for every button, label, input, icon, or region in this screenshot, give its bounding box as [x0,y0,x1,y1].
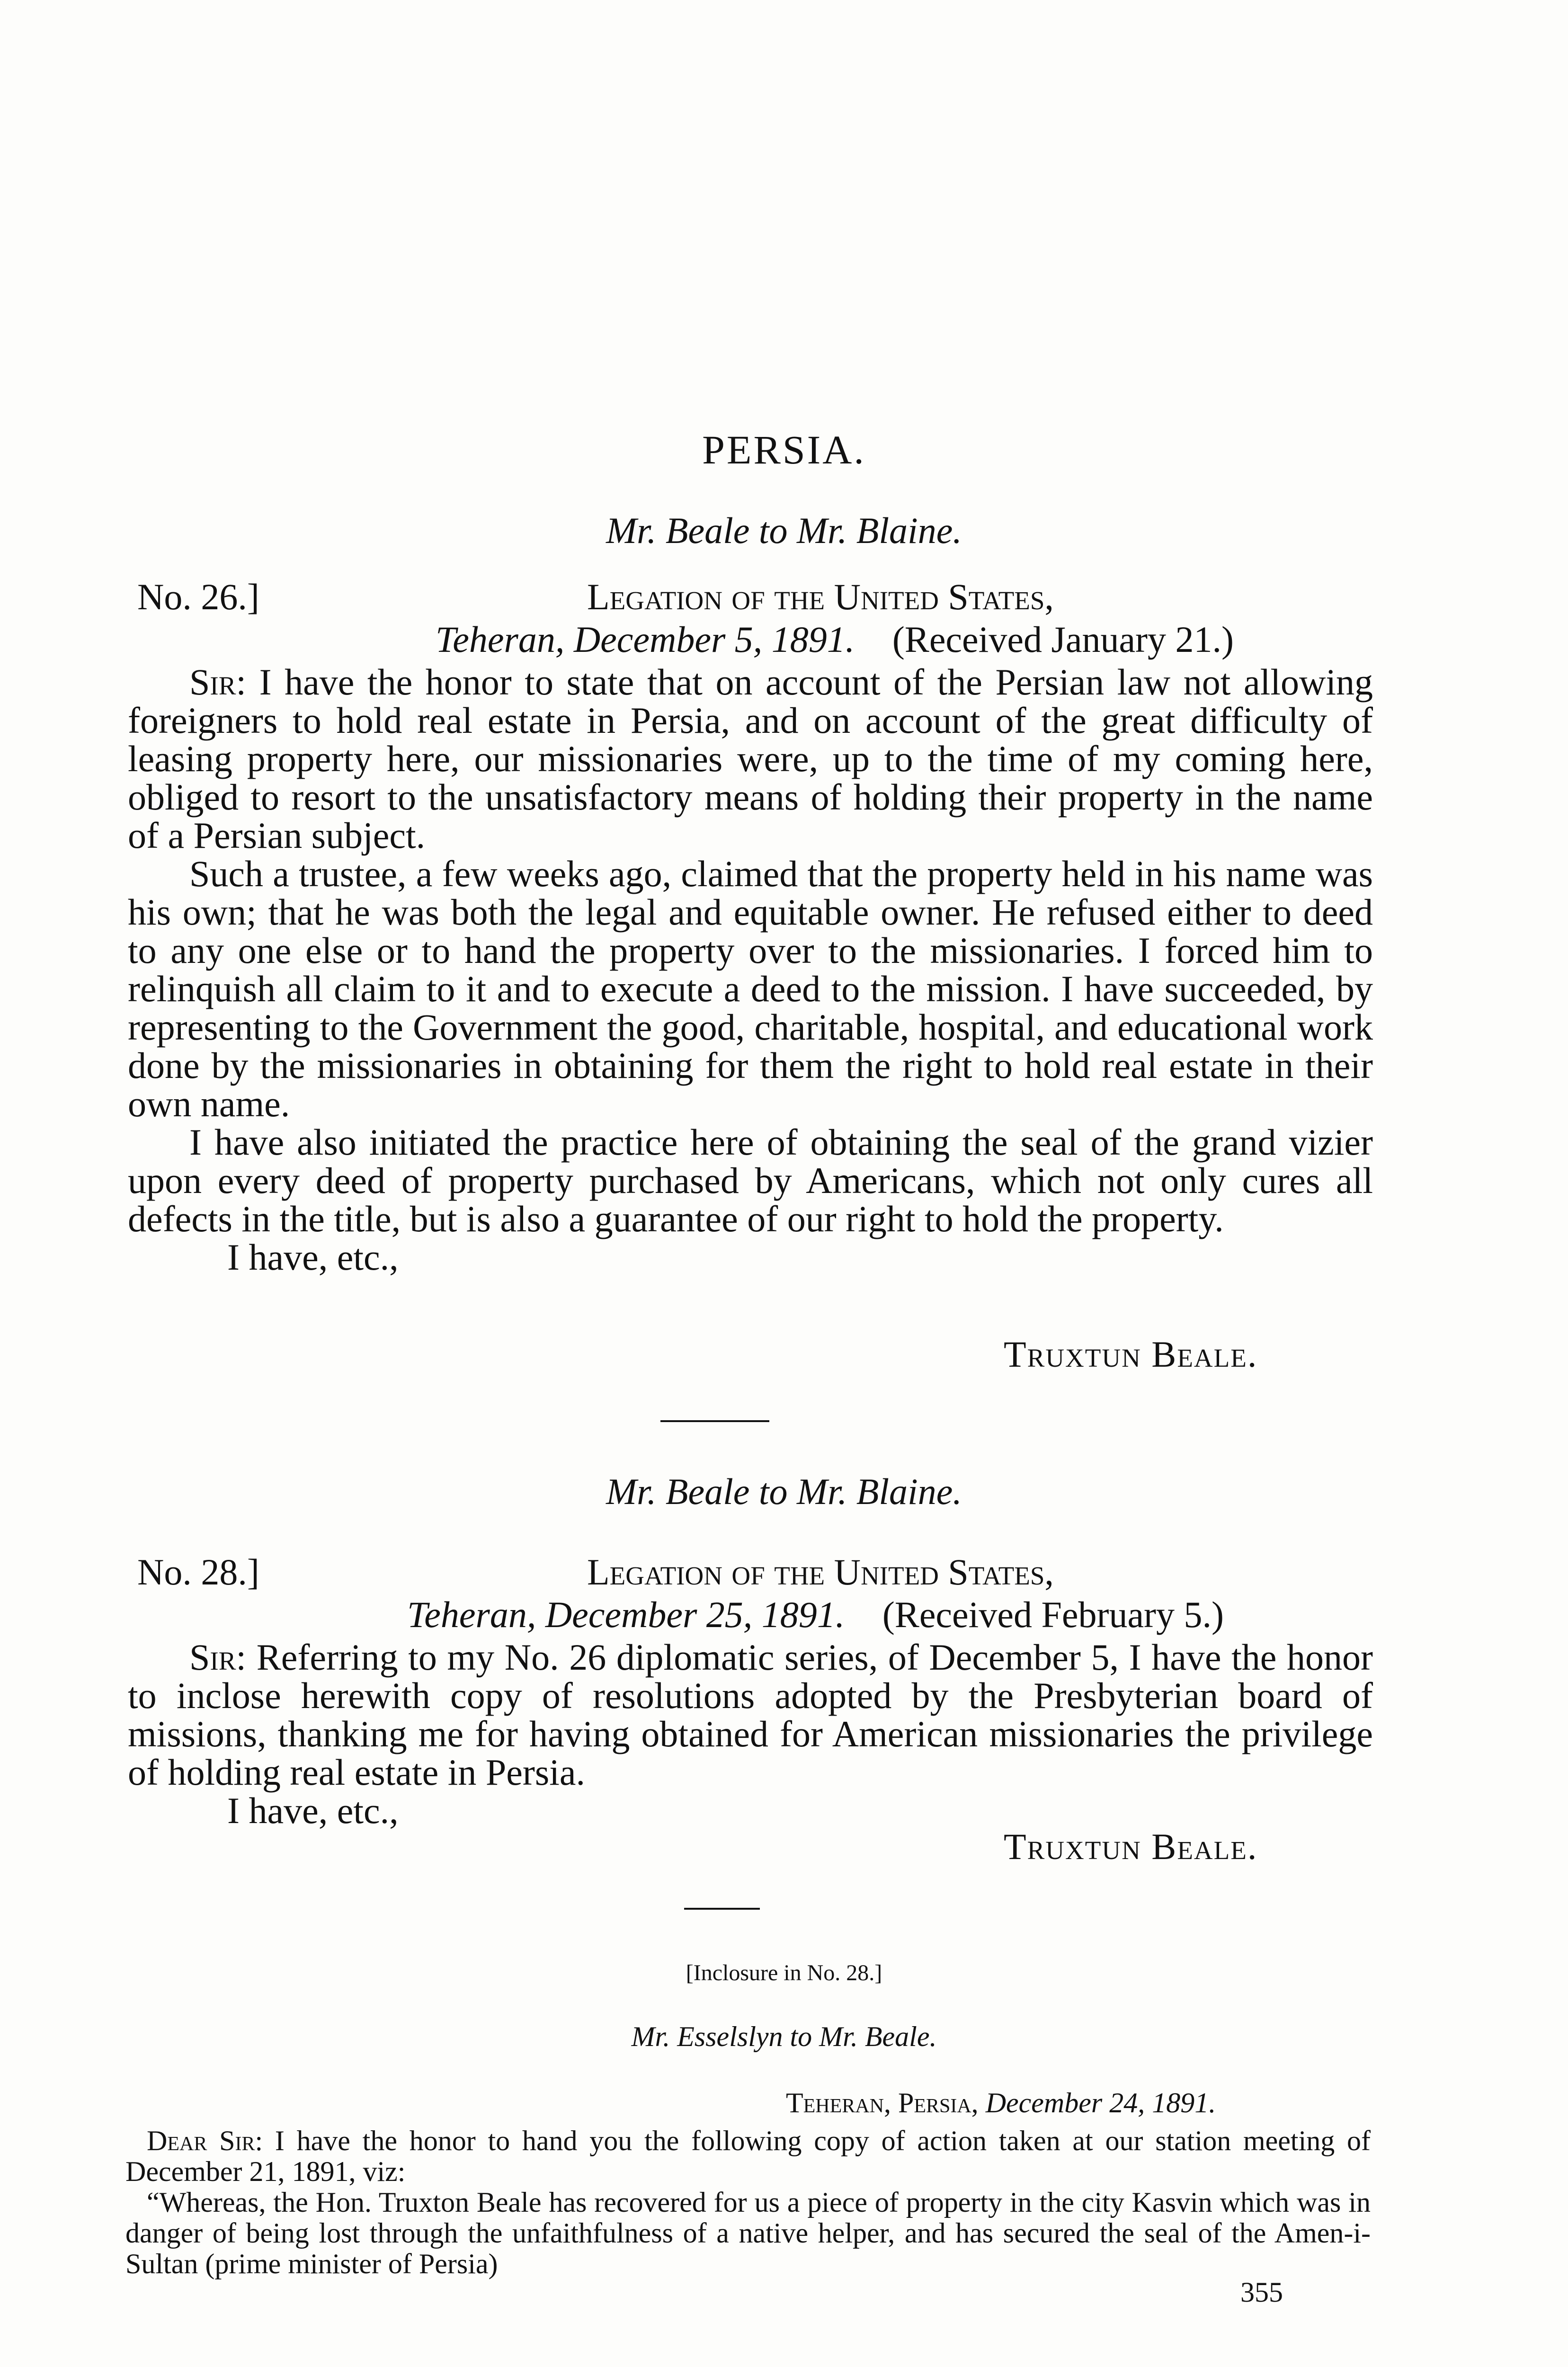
inclosure-body [125,2126,1371,2279]
letter-1-place-date: Teheran, December 5, 1891. [436,619,855,660]
inclosure-paragraph: “Whereas, the Hon. Truxton Beale has recovered for us a piece of property in the city Kasvin which was in danger of being lost through the unfaithfulness of a native helper, and has secured the seal of the Amen-i-Sultan (prime minister of Persia) [125,2187,1371,2279]
letter-2-signature: Truxtun Beale. [1004,1826,1258,1867]
letter-1-body [128,663,1373,1276]
letter-2-received: (Received February 5.) [882,1594,1224,1635]
letter-1-legation: Legation of the United States, [587,576,1054,617]
letter-2-place-date: Teheran, December 25, 1891. [407,1594,845,1635]
letter-2-title: Mr. Beale to Mr. Blaine. [606,1471,962,1512]
inclosure-salutation: Dear Sir: [147,2125,263,2156]
letter-2-dateline [407,1595,1224,1634]
inclosure-label: [Inclosure in No. 28.] [686,1960,882,1985]
inclosure-dateline [786,2088,1216,2118]
letter-1-signature: Truxtun Beale. [1004,1334,1258,1375]
letter-2-legation: Legation of the United States, [587,1551,1054,1593]
inclosure-paragraph: Dear Sir: I have the honor to hand you the following copy of action taken at our station meeting of December 21, 1891, viz: [125,2125,1371,2187]
letter-2-number: No. 28.] [137,1551,259,1593]
letter-1-paragraph: Such a trustee, a few weeks ago, claimed that the property held in his name was his own; that he was both the legal and equitable owner. He refused either to deed to any one else or to hand the property over to the missionaries. I forced him to relinquish all claim to it and to execute a deed to the mission. I have succeeded, by representing to the Government the good, charitable, hospital, and educational work done by the missionaries in obtaining for them the right to hold real estate in their own name. [128,853,1373,1124]
section-divider [660,1420,769,1422]
letter-2-paragraph: Sir: Referring to my No. 26 diplomatic series, of December 5, I have the honor to inclose herewith copy of resolutions adopted by the Presbyterian board of missions, thanking me for having obtained for American missionaries the privilege of holding real estate in Persia. [128,1637,1373,1793]
letter-1-salutation: Sir: [189,661,247,703]
letter-2-salutation: Sir: [189,1637,247,1678]
letter-1-received: (Received January 21.) [892,619,1234,660]
inclosure-date: December 24, 1891. [985,2087,1216,2118]
letter-2-body [128,1638,1373,1830]
letter-1-closing: I have, etc., [227,1237,399,1278]
letter-1-paragraph: I have also initiated the practice here of obtaining the seal of the grand vizier upon every deed of property purchased by Americans, which not only cures all defects in the title, but is also a guarantee of our right to hold the property. [128,1121,1373,1239]
letter-1-dateline [436,620,1234,658]
page-heading: PERSIA. [702,427,866,472]
letter-1-paragraph: Sir: I have the honor to state that on account of the Persian law not allowing foreigners to hold real estate in Persia, and on account of the great difficulty of leasing property here, our missionaries were, up to the time of my coming here, obliged to resort to the unsatisfactory means of holding their property in the name of a Persian subject. [128,661,1373,856]
page-number: 355 [1240,2277,1283,2308]
letter-2-closing: I have, etc., [227,1790,399,1831]
letter-1-title: Mr. Beale to Mr. Blaine. [606,510,962,551]
inclosure-title: Mr. Esselslyn to Mr. Beale. [631,2021,937,2052]
letter-1-number: No. 26.] [137,576,259,617]
inclosure-place: Teheran, Persia, [786,2087,979,2118]
section-divider [684,1908,760,1910]
